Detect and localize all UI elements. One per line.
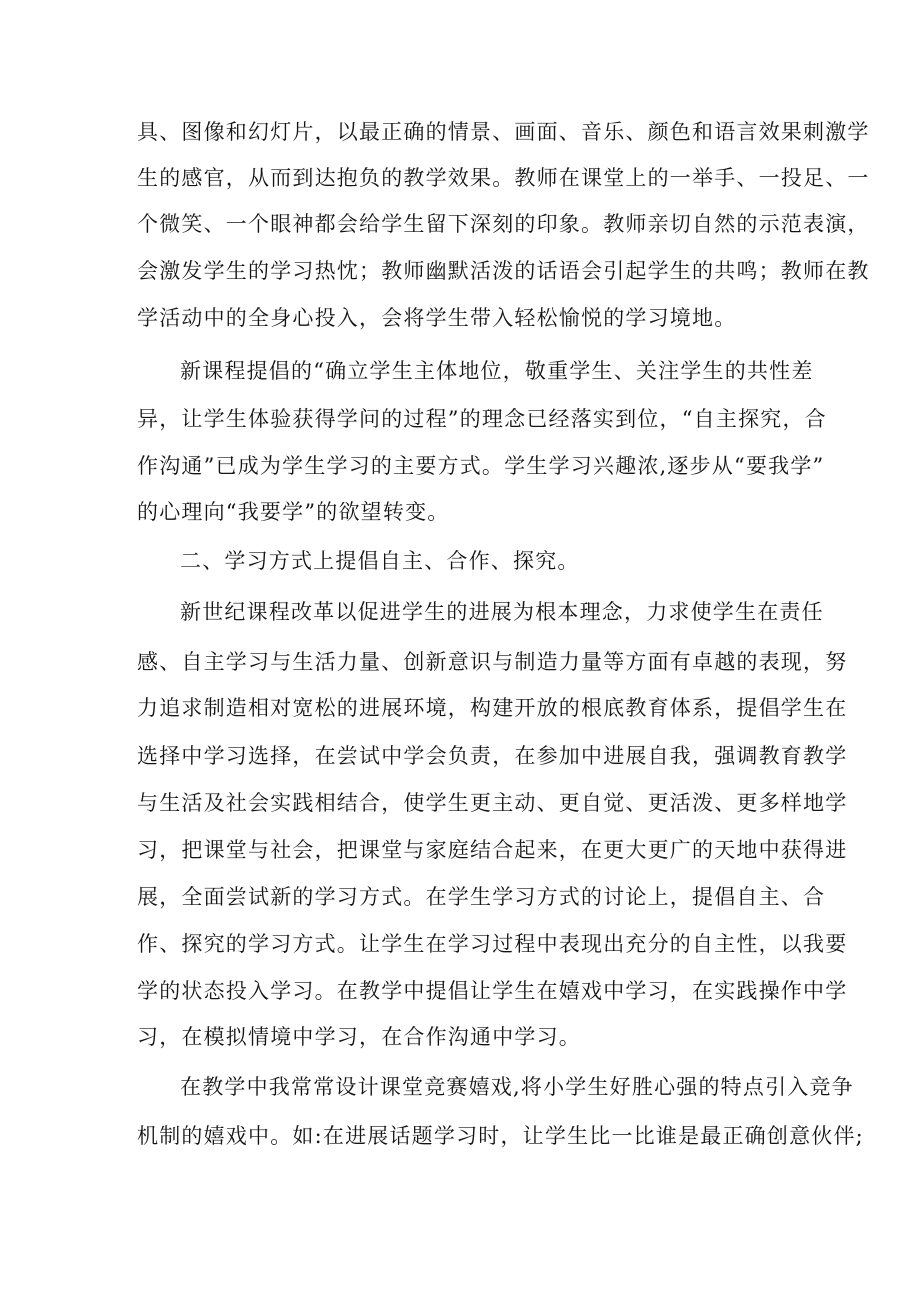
text-line: 生的感官，从而到达抱负的教学效果。教师在课堂上的一举手、一投足、一 bbox=[137, 166, 870, 190]
text-line: 新世纪课程改革以促进学生的进展为根本理念，力求使学生在责任 bbox=[180, 600, 824, 624]
text-line: 的心理向“我要学”的欲望转变。 bbox=[137, 500, 450, 524]
text-line: 力追求制造相对宽松的进展环境，构建开放的根底教育体系，提倡学生在 bbox=[137, 696, 848, 720]
text-line: 会激发学生的学习热忱；教师幽默活泼的话语会引起学生的共鸣；教师在教 bbox=[137, 259, 870, 283]
text-line: 学的状态投入学习。在教学中提倡让学生在嬉戏中学习，在实践操作中学 bbox=[137, 979, 848, 1003]
text-line: 习，把课堂与社会，把课堂与家庭结合起来，在更大更广的天地中获得进 bbox=[137, 838, 848, 862]
text-line: 感、自主学习与生活力量、创新意识与制造力量等方面有卓越的表现，努 bbox=[137, 650, 848, 674]
text-line: 习，在模拟情境中学习，在合作沟通中学习。 bbox=[137, 1025, 581, 1049]
text-line: 新课程提倡的“确立学生主体地位，敬重学生、关注学生的共性差 bbox=[180, 359, 814, 383]
text-line: 作沟通”已成为学生学习的主要方式。学生学习兴趣浓,逐步从“要我学” bbox=[137, 454, 825, 478]
text-line: 个微笑、一个眼神都会给学生留下深刻的印象。教师亲切自然的示范表演， bbox=[137, 212, 870, 236]
heading-line: 二、学习方式上提倡自主、合作、探究。 bbox=[180, 549, 580, 573]
text-line: 学活动中的全身心投入，会将学生带入轻松愉悦的学习境地。 bbox=[137, 306, 737, 330]
text-line: 机制的嬉戏中。如:在进展话题学习时，让学生比一比谁是最正确创意伙伴; bbox=[137, 1124, 864, 1148]
text-line: 异，让学生体验获得学问的过程”的理念已经落实到位，“自主探究，合 bbox=[137, 407, 827, 431]
text-line: 展，全面尝试新的学习方式。在学生学习方式的讨论上，提倡自主、合 bbox=[137, 885, 826, 909]
text-line: 作、探究的学习方式。让学生在学习过程中表现出充分的自主性，以我要 bbox=[137, 932, 848, 956]
text-line: 具、图像和幻灯片，以最正确的情景、画面、音乐、颜色和语言效果刺激学 bbox=[137, 120, 870, 144]
text-line: 选择中学习选择，在尝试中学会负责，在参加中进展自我，强调教育教学 bbox=[137, 744, 848, 768]
text-line: 与生活及社会实践相结合，使学生更主动、更自觉、更活泼、更多样地学 bbox=[137, 791, 848, 815]
text-line: 在教学中我常常设计课堂竞赛嬉戏,将小学生好胜心强的特点引入竞争 bbox=[180, 1075, 854, 1099]
